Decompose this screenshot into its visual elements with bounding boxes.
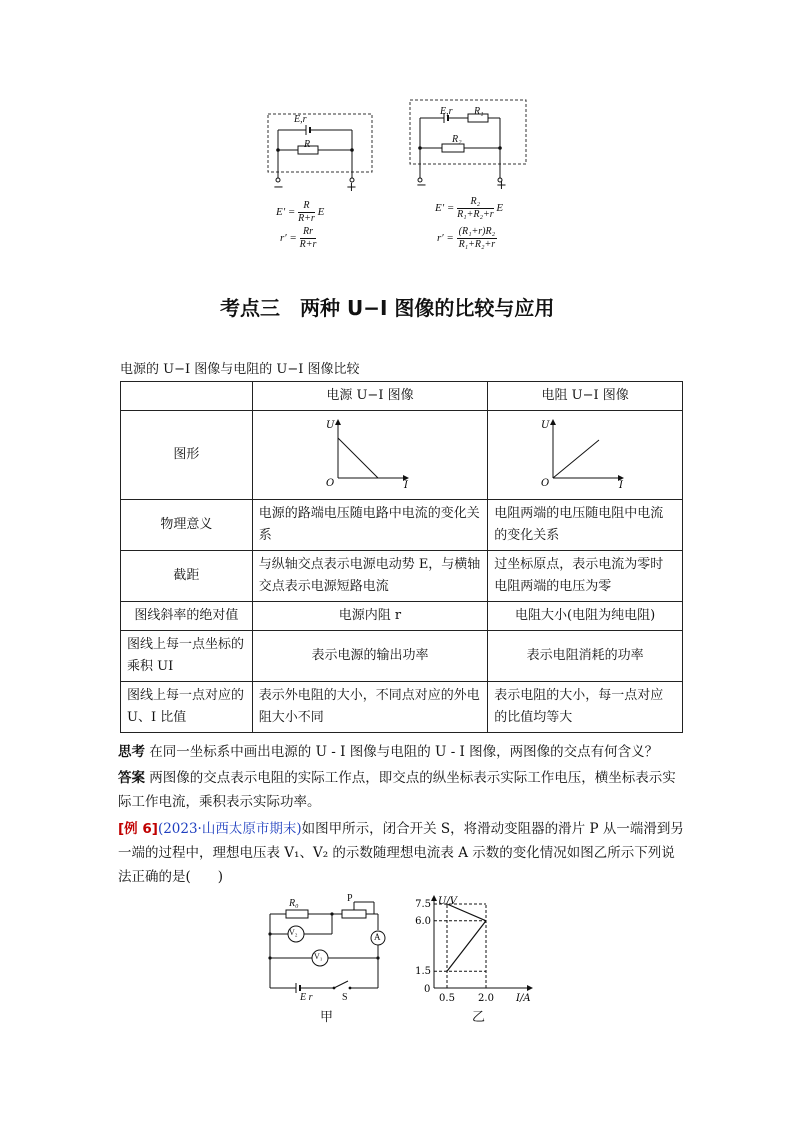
right-source-label: E,r (440, 106, 453, 117)
circuit-jia (262, 894, 392, 1006)
row-label: 图线上每一点坐标的乘积 UI (121, 631, 253, 682)
cell: 表示外电阻的大小，不同点对应的外电阻大小不同 (252, 682, 488, 733)
think-label: 思考 (118, 744, 145, 760)
y-tick-label: 1.5 (415, 966, 431, 978)
table-row (121, 682, 683, 733)
jia-er-label: E r (300, 992, 313, 1003)
right-minus-terminal: − (416, 178, 427, 193)
cell: 电源内阻 r (252, 602, 488, 631)
jia-caption: 甲 (320, 1010, 334, 1025)
jia-v1-label: V₁ (314, 952, 323, 961)
answer-text: 两图像的交点表示电阻的实际工作点，即交点的纵坐标表示实际工作电压，横坐标表示实际工作电流，乘积表示实际功率。 (118, 770, 676, 810)
graph-i-label: I (403, 480, 408, 488)
graph-u-label: U (325, 420, 335, 431)
series-line-2 (447, 921, 486, 971)
answer-paragraph (118, 766, 688, 814)
header-cell: 电源 U−I 图像 (252, 382, 488, 411)
row-label: 物理意义 (121, 500, 253, 551)
row-label: 图线上每一点对应的 U、I 比值 (121, 682, 253, 733)
example-source: (2023·山西太原市期末) (157, 821, 302, 837)
think-paragraph (118, 740, 688, 764)
y-axis-label: U/V (438, 896, 458, 907)
right-r1-label: R₁ (474, 106, 484, 117)
x-axis-label: I/A (516, 993, 531, 1004)
jia-v2-label: V₂ (289, 928, 298, 937)
x-tick-label: 2.0 (478, 993, 494, 1004)
cell: 电阻两端的电压随电阻中电流的变化关系 (488, 500, 683, 551)
right-formula-e: E′ = $\frac{\text{R₂}}{\text{R₁+R₂+r}}$ E (435, 196, 504, 220)
x-tick-label: 0.5 (439, 993, 455, 1004)
graph-o-label: O (541, 478, 550, 488)
resistor-ui-graph (537, 414, 633, 488)
graph-o-label: O (325, 478, 335, 488)
example-paragraph (118, 817, 688, 889)
cell: 电阻大小(电阻为纯电阻) (488, 602, 683, 631)
jia-p-label: P (347, 893, 353, 904)
jia-switch-label: S (342, 992, 348, 1003)
header-cell: 电阻 U−I 图像 (488, 382, 683, 411)
jia-ammeter-label: A (374, 932, 381, 942)
left-formula-e: E′ = $\frac{R}{R+r}$ E (276, 200, 325, 224)
table-row (121, 602, 683, 631)
header-cell (121, 382, 253, 411)
row-label: 图线斜率的绝对值 (121, 602, 253, 631)
cell: 与纵轴交点表示电源电动势 E，与横轴交点表示电源短路电流 (252, 551, 488, 602)
yi-caption: 乙 (472, 1010, 486, 1025)
answer-label: 答案 (118, 770, 145, 786)
table-row (121, 411, 683, 500)
right-r2-label: R₂ (452, 134, 462, 145)
example-text: 如图甲所示，闭合开关 S，将滑动变阻器的滑片 P 从一端滑到另一端的过程中，理想电压表 V₁、V₂ 的示数随理想电流表 A 示数的变化情况如图乙所示下列说法正确的是( ) (118, 821, 684, 885)
table-header-row (121, 382, 683, 411)
row-label: 截距 (121, 551, 253, 602)
left-resistor-label: R (304, 139, 311, 150)
source-graph-cell (252, 411, 488, 500)
comparison-table (120, 381, 683, 733)
origin-label: 0 (424, 984, 431, 995)
table-row (121, 551, 683, 602)
left-minus-terminal: − (273, 180, 284, 195)
y-tick-label: 6.0 (415, 915, 431, 927)
cell: 表示电阻的大小，每一点对应的比值均等大 (488, 682, 683, 733)
example-tag: [例 6] (118, 821, 158, 837)
y-tick-label: 7.5 (415, 899, 431, 910)
right-plus-terminal: + (496, 178, 507, 193)
left-plus-terminal: + (346, 180, 357, 195)
section-title: 考点三 两种 U−I 图像的比较与应用 (220, 296, 555, 320)
resistor-graph-cell (488, 411, 683, 500)
series-line-1 (447, 904, 486, 921)
cell: 表示电源的输出功率 (252, 631, 488, 682)
cell: 电源的路端电压随电路中电流的变化关系 (252, 500, 488, 551)
table-row (121, 631, 683, 682)
graph-u-label: U (541, 420, 550, 431)
think-question: 在同一坐标系中画出电源的 U - I 图像与电阻的 U - I 图像，两图像的交点有何含义？ (149, 744, 659, 760)
chart-yi (404, 892, 544, 1006)
cell: 过坐标原点，表示电流为零时电阻两端的电压为零 (488, 551, 683, 602)
jia-r0-label: R₀ (289, 898, 299, 909)
table-caption: 电源的 U−I 图像与电阻的 U−I 图像比较 (120, 362, 360, 377)
left-formula-r: r′ = $\frac{Rr}{R+r}$ (280, 226, 317, 250)
row-label: 图形 (121, 411, 253, 500)
cell: 表示电阻消耗的功率 (488, 631, 683, 682)
source-ui-graph (322, 414, 418, 488)
table-row (121, 500, 683, 551)
graph-i-label: I (619, 480, 624, 488)
left-source-label: E,r (294, 114, 307, 125)
right-formula-r: r′ = $\frac{\text{(R₁+r)R₂}}{\text{R₁+R₂+r}}$ (437, 226, 496, 250)
